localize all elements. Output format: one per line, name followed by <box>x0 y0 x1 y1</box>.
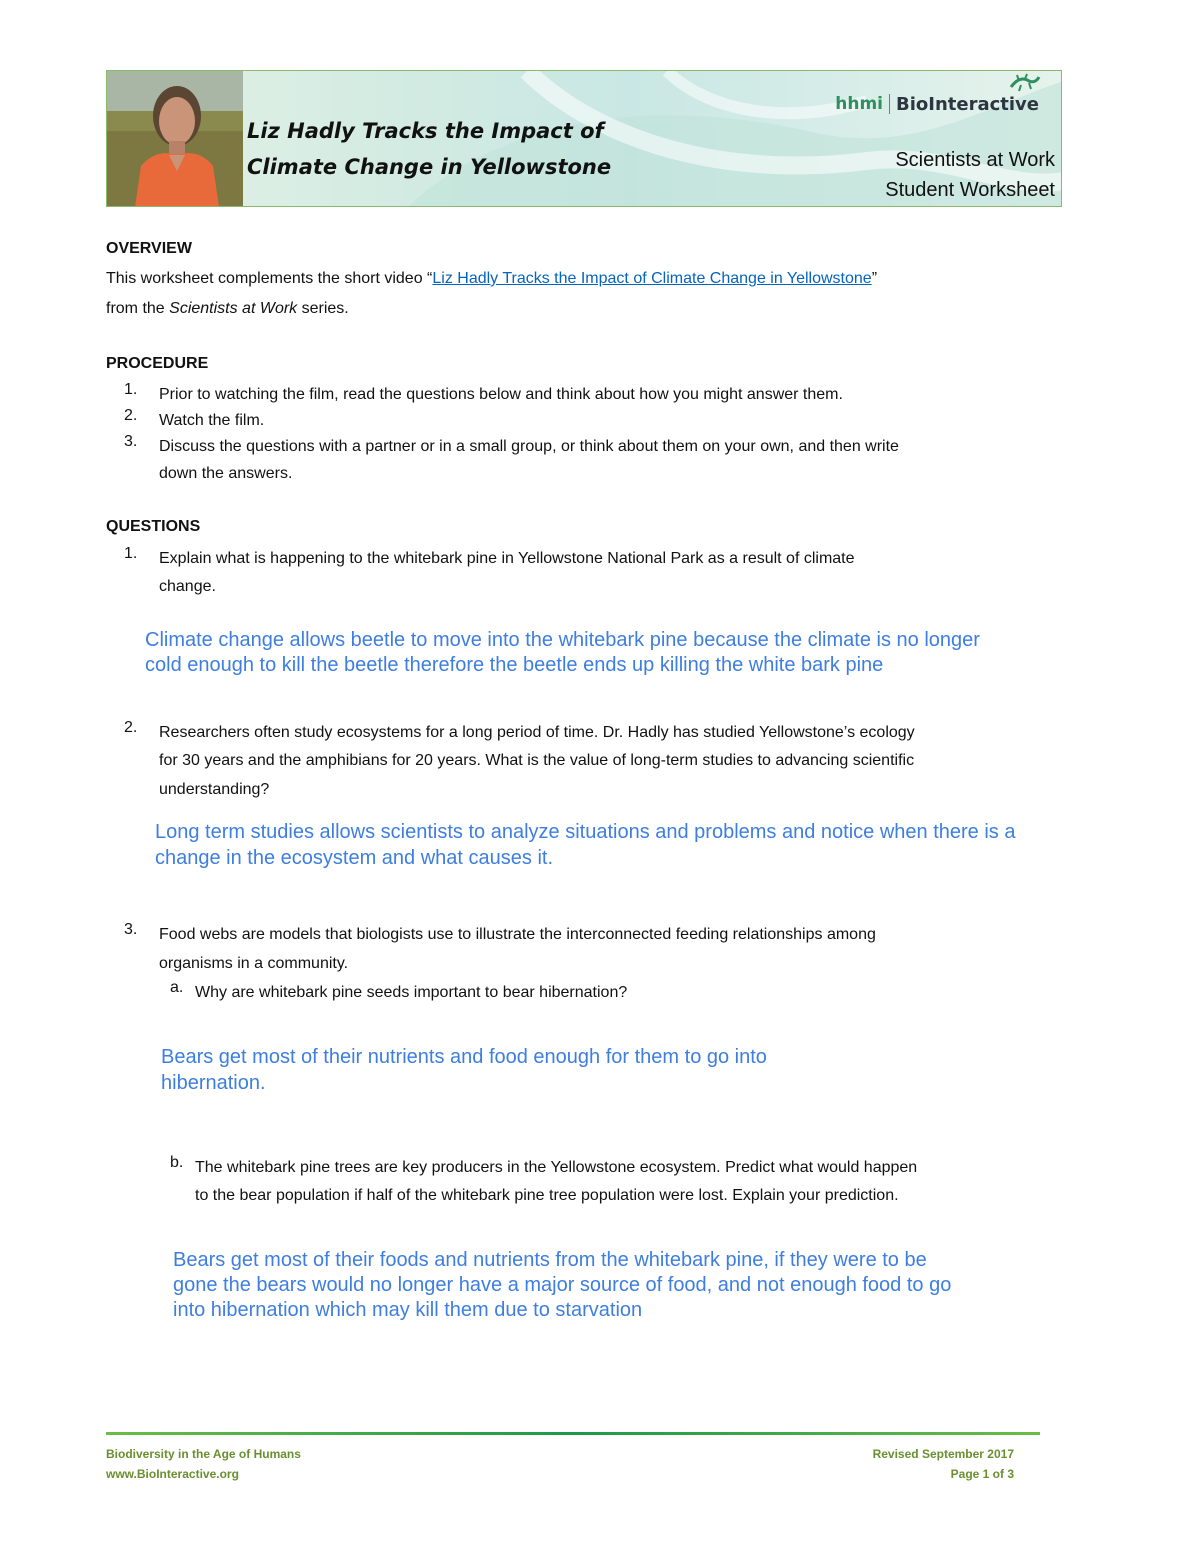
overview-line2-prefix: from the <box>106 300 170 317</box>
overview-line2 <box>106 295 349 323</box>
overview-line2-suffix: series. <box>297 300 349 317</box>
footer-course-title: Biodiversity in the Age of Humans <box>106 1447 301 1461</box>
question-3b-label: b. <box>170 1154 184 1171</box>
answer-3b-line3: into hibernation which may kill them due to starvation <box>173 1299 643 1321</box>
question-2-num: 2. <box>124 719 138 736</box>
question-3b-line1: The whitebark pine trees are key producers in the Yellowstone ecosystem. Predict what would happen <box>195 1159 918 1176</box>
overview-line1 <box>106 265 877 293</box>
question-2-line2: for 30 years and the amphibians for 20 years. What is the value of long-term studies to advancing scientific <box>159 752 915 769</box>
question-1-line2: change. <box>159 578 216 595</box>
question-3b-line2: to the bear population if half of the whitebark pine tree population were lost. Explain your prediction. <box>195 1187 899 1204</box>
banner-title-line2: Climate Change in Yellowstone <box>247 155 612 179</box>
question-1-line1: Explain what is happening to the whitebark pine in Yellowstone National Park as a result of climate <box>159 550 855 567</box>
answer-3a-line1: Bears get most of their nutrients and food enough for them to go into <box>161 1046 767 1068</box>
question-3-line2: organisms in a community. <box>159 955 349 972</box>
logo-biointeractive-text: BioInteractive <box>896 93 1039 115</box>
footer-divider <box>106 1432 1040 1435</box>
scientist-photo <box>107 71 243 207</box>
procedure-heading: PROCEDURE <box>106 355 209 372</box>
answer-1-line2: cold enough to kill the beetle therefore the beetle ends up killing the white bark pine <box>145 654 884 676</box>
questions-heading: QUESTIONS <box>106 518 201 535</box>
question-2-line1: Researchers often study ecosystems for a long period of time. Dr. Hadly has studied Yellowstone’s ecology <box>159 724 915 741</box>
video-link[interactable]: Liz Hadly Tracks the Impact of Climate Change in Yellowstone <box>432 270 872 287</box>
procedure-item-2-text: Watch the film. <box>159 412 265 429</box>
answer-3b-line1: Bears get most of their foods and nutrients from the whitebark pine, if they were to be <box>173 1249 927 1271</box>
question-2-line3: understanding? <box>159 781 270 798</box>
overview-series-italic: Scientists at Work <box>169 300 298 317</box>
procedure-item-2-num: 2. <box>124 407 138 424</box>
header-banner <box>106 70 1062 207</box>
procedure-item-3-text-cont: down the answers. <box>159 465 293 482</box>
answer-2-line2: change in the ecosystem and what causes it. <box>155 847 554 869</box>
footer-page-number: Page 1 of 3 <box>950 1467 1014 1481</box>
question-3-num: 3. <box>124 921 138 938</box>
footer-website[interactable]: www.BioInteractive.org <box>106 1467 239 1481</box>
answer-2-line1: Long term studies allows scientists to analyze situations and problems and notice when there is a <box>155 821 1016 843</box>
lizard-icon <box>1009 73 1041 95</box>
question-3-line1: Food webs are models that biologists use to illustrate the interconnected feeding relationships among <box>159 926 876 943</box>
procedure-item-3-num: 3. <box>124 433 138 450</box>
answer-1-line1: Climate change allows beetle to move into the whitebark pine because the climate is no longer <box>145 629 980 651</box>
question-1-num: 1. <box>124 545 138 562</box>
question-3a-label: a. <box>170 979 184 996</box>
series-label: Scientists at Work <box>895 149 1055 171</box>
logo-divider <box>889 94 890 114</box>
logo-hhmi-text: hhmi <box>835 94 883 114</box>
doc-type-label: Student Worksheet <box>885 179 1055 201</box>
answer-3b-line2: gone the bears would no longer have a major source of food, and not enough food to go <box>173 1274 952 1296</box>
overview-heading: OVERVIEW <box>106 240 192 257</box>
question-3a-text: Why are whitebark pine seeds important to bear hibernation? <box>195 984 628 1001</box>
banner-title-line1: Liz Hadly Tracks the Impact of <box>247 119 604 143</box>
overview-text-after: ” <box>871 270 878 287</box>
answer-3a-line2: hibernation. <box>161 1072 266 1094</box>
procedure-item-1-text: Prior to watching the film, read the questions below and think about how you might answer them. <box>159 386 843 403</box>
procedure-item-1-num: 1. <box>124 381 138 398</box>
footer-revised-date: Revised September 2017 <box>872 1447 1014 1461</box>
procedure-item-3-text: Discuss the questions with a partner or in a small group, or think about them on your own, and then write <box>159 438 899 455</box>
overview-text-before: This worksheet complements the short video “ <box>106 270 433 287</box>
